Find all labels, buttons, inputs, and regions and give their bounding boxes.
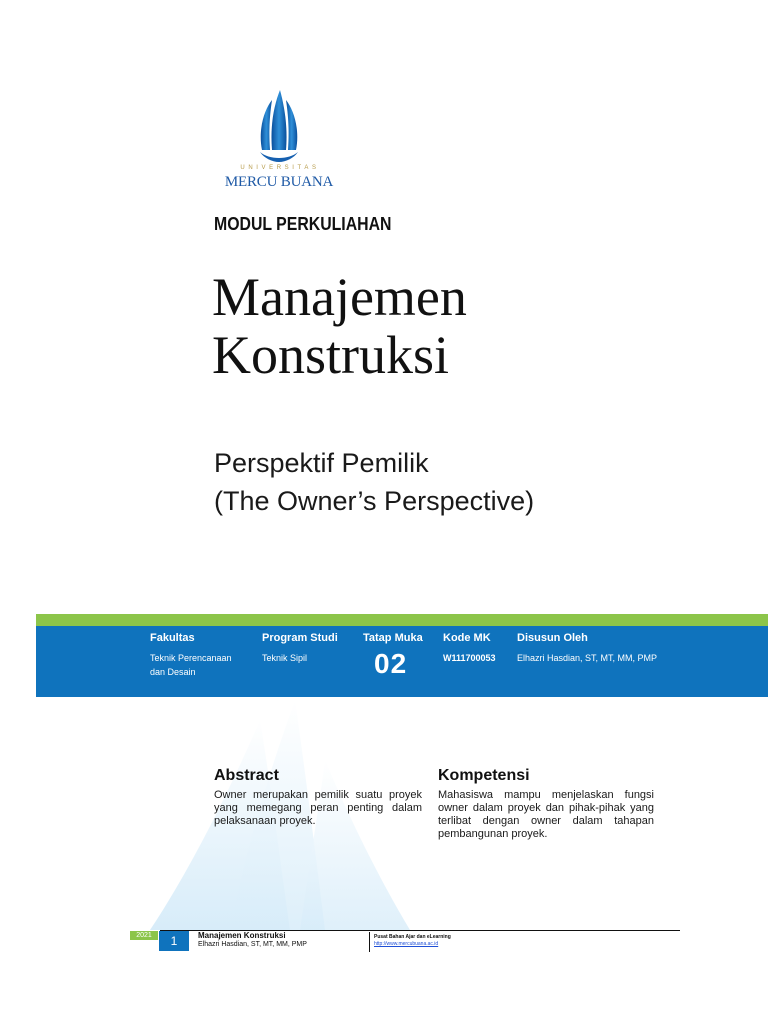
footer-course: Manajemen Konstruksi xyxy=(198,931,286,940)
kompetensi-body: Mahasiswa mampu menjelaskan fungsi owner dalam proyek dan pihak-pihak yang terlibat dengan owner dalam tahapan pembangunan proyek. xyxy=(438,789,654,840)
fakultas-value xyxy=(150,651,232,679)
footer-author: Elhazri Hasdian, ST, MT, MM, PMP xyxy=(198,941,307,948)
info-band xyxy=(36,626,768,697)
fakultas-label: Fakultas xyxy=(150,632,195,644)
disusun-oleh-label: Disusun Oleh xyxy=(517,632,588,644)
tatap-muka-label: Tatap Muka xyxy=(363,632,423,644)
info-band-accent xyxy=(36,614,768,626)
footer-url-link[interactable]: http://www.mercubuana.ac.id xyxy=(374,941,439,947)
kode-mk-label: Kode MK xyxy=(443,632,491,644)
kompetensi-section xyxy=(438,767,654,841)
page-subtitle xyxy=(214,444,534,520)
footer-separator xyxy=(369,932,370,952)
subtitle-line-1: Perspektif Pemilik xyxy=(214,448,429,478)
fakultas-column xyxy=(150,632,232,679)
program-studi-label: Program Studi xyxy=(262,632,338,644)
subtitle-line-2: (The Owner’s Perspective) xyxy=(214,486,535,516)
logo-university-label: UNIVERSITAS xyxy=(240,165,320,171)
fakultas-value-line-1: Teknik Perencanaan xyxy=(150,653,232,663)
program-studi-value: Teknik Sipil xyxy=(262,653,308,663)
program-studi-column xyxy=(262,632,338,665)
footer-center-name: Pusat Bahan Ajar dan eLearning xyxy=(374,934,451,940)
module-label: MODUL PERKULIAHAN xyxy=(214,214,392,234)
disusun-oleh-value: Elhazri Hasdian, ST, MT, MM, PMP xyxy=(517,653,658,663)
disusun-oleh-column xyxy=(517,632,657,665)
kode-mk-value: W111700053 xyxy=(443,653,496,663)
footer-year: 2021 xyxy=(130,931,158,940)
tatap-muka-column xyxy=(363,632,423,680)
abstract-section xyxy=(214,767,422,828)
kompetensi-heading: Kompetensi xyxy=(438,767,530,784)
title-line-2: Konstruksi xyxy=(212,325,450,385)
footer-page-number: 1 xyxy=(159,931,189,951)
abstract-heading: Abstract xyxy=(214,767,279,784)
abstract-body: Owner merupakan pemilik suatu proyek yang memegang peran penting dalam pelaksanaan proyek. xyxy=(214,789,422,827)
tatap-muka-value: 02 xyxy=(374,648,408,679)
page-title xyxy=(212,268,467,384)
kode-mk-column xyxy=(443,632,496,665)
title-line-1: Manajemen xyxy=(212,267,467,327)
logo-university-name: MERCU BUANA xyxy=(224,174,334,190)
fakultas-value-line-2: dan Desain xyxy=(150,667,196,677)
